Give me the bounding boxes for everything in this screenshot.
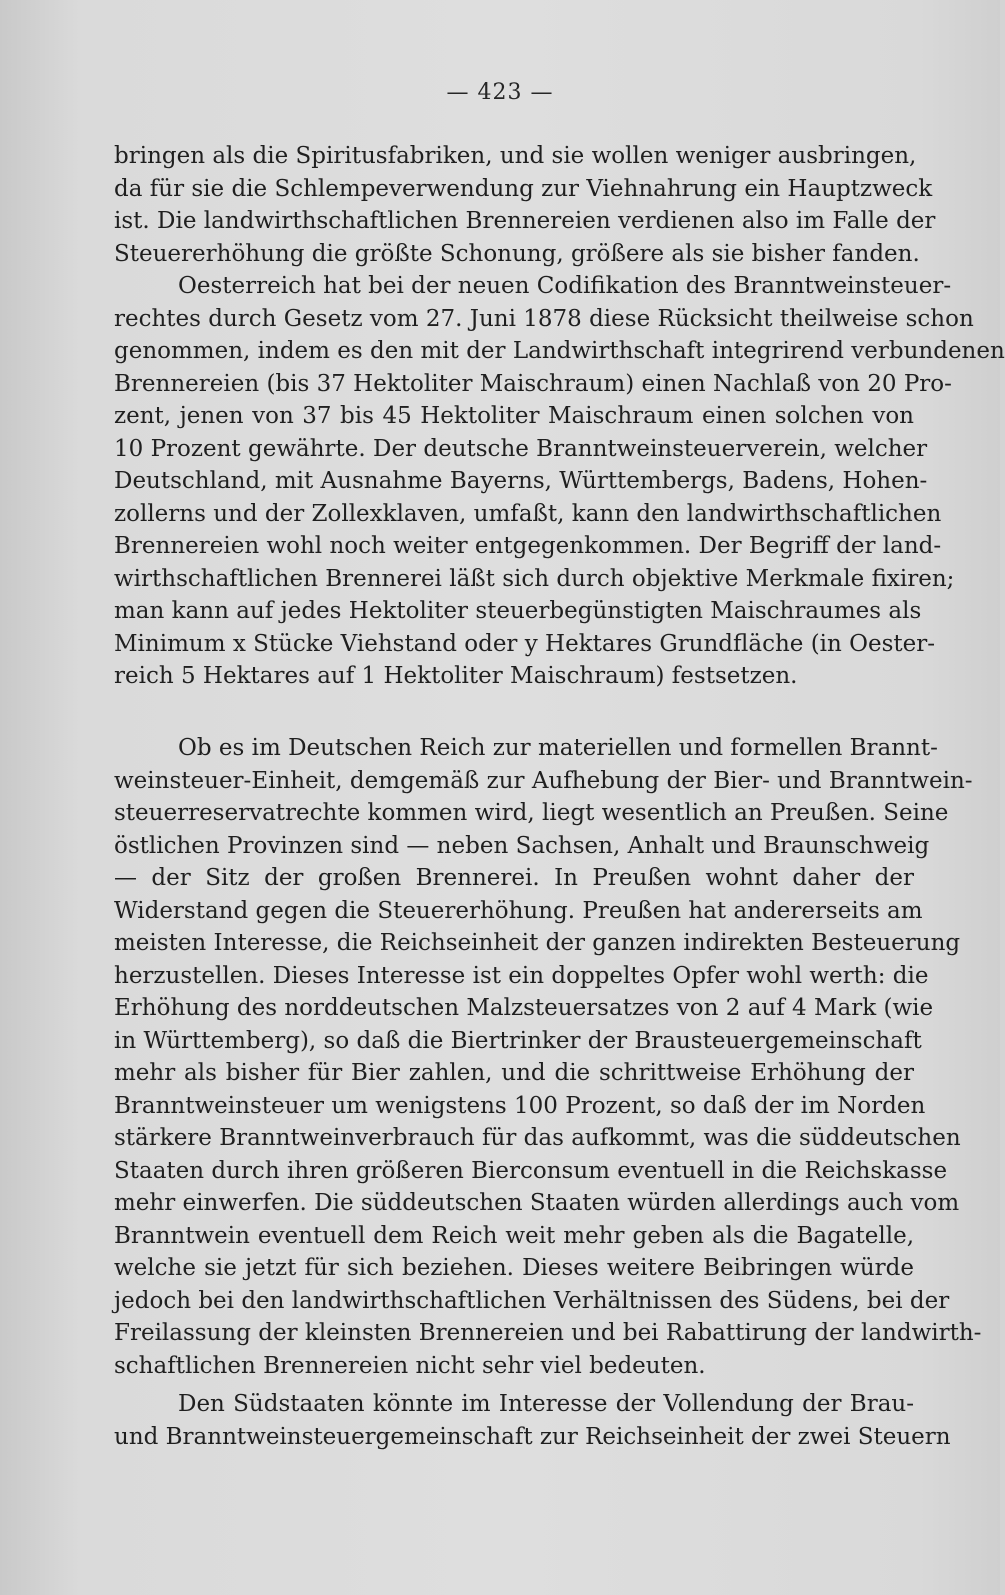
text-line: östlichen Provinzen sind — neben Sachsen, Anhalt und Braunschweig bbox=[114, 832, 930, 859]
text-line: Staaten durch ihren größeren Bierconsum eventuell in die Reichskasse bbox=[114, 1157, 948, 1184]
text-line: mehr als bisher für Bier zahlen, und die schrittweise Erhöhung der bbox=[114, 1060, 914, 1086]
text-line: welche sie jetzt für sich beziehen. Dieses weitere Beibringen würde bbox=[114, 1255, 914, 1281]
text-line: man kann auf jedes Hektoliter steuerbegünstigten Maischraumes als bbox=[114, 598, 922, 624]
text-line: Steuererhöhung die größte Schonung, größere als sie bisher fanden. bbox=[114, 240, 920, 267]
text-line: 10 Prozent gewährte. Der deutsche Branntweinsteuerverein, welcher bbox=[114, 435, 928, 462]
text-line: in Württemberg), so daß die Biertrinker der Brausteuergemeinschaft bbox=[114, 1027, 922, 1054]
text-line: bringen als die Spiritusfabriken, und sie wollen weniger ausbringen, bbox=[114, 143, 917, 169]
text-block-lower bbox=[114, 1388, 951, 1453]
text-line: wirthschaftlichen Brennerei läßt sich durch objektive Merkmale fixiren; bbox=[114, 565, 955, 592]
text-line: steuerreservatrechte kommen wird, liegt wesentlich an Preußen. Seine bbox=[114, 800, 949, 826]
text-line: Freilassung der kleinsten Brennereien und bei Rabattirung der landwirth- bbox=[114, 1320, 982, 1346]
text-line: da für sie die Schlempeverwendung zur Viehnahrung ein Hauptzweck bbox=[114, 175, 933, 202]
text-line: mehr einwerfen. Die süddeutschen Staaten würden allerdings auch vom bbox=[114, 1190, 960, 1216]
text-line: — der Sitz der großen Brennerei. In Preußen wohnt daher der bbox=[114, 865, 914, 891]
text-block-middle bbox=[114, 732, 982, 1382]
text-line: Branntwein eventuell dem Reich weit mehr geben als die Bagatelle, bbox=[114, 1222, 914, 1249]
text-line: Den Südstaaten könnte im Interesse der Vollendung der Brau- bbox=[178, 1391, 914, 1417]
text-line: Erhöhung des norddeutschen Malzsteuersatzes von 2 auf 4 Mark (wie bbox=[114, 995, 934, 1021]
text-line: Deutschland, mit Ausnahme Bayerns, Württembergs, Badens, Hohen- bbox=[114, 468, 928, 494]
text-line: Oesterreich hat bei der neuen Codifikation des Branntweinsteuer- bbox=[178, 273, 952, 299]
text-line: Branntweinsteuer um wenigstens 100 Prozent, so daß der im Norden bbox=[114, 1092, 926, 1119]
text-line: Widerstand gegen die Steuererhöhung. Preußen hat andererseits am bbox=[114, 897, 923, 924]
text-line: weinsteuer-Einheit, demgemäß zur Aufhebung der Bier- und Branntwein- bbox=[114, 767, 973, 794]
text-line: herzustellen. Dieses Interesse ist ein doppeltes Opfer wohl werth: die bbox=[114, 962, 929, 989]
text-line: und Branntweinsteuergemeinschaft zur Reichseinheit der zwei Steuern bbox=[114, 1423, 951, 1450]
text-line: Minimum x Stücke Viehstand oder y Hektares Grundfläche (in Oester- bbox=[114, 630, 936, 657]
text-line: rechtes durch Gesetz vom 27. Juni 1878 diese Rücksicht theilweise schon bbox=[114, 305, 974, 332]
text-line: genommen, indem es den mit der Landwirthschaft integrirend verbundenen bbox=[114, 338, 1005, 364]
text-line: Brennereien (bis 37 Hektoliter Maischraum) einen Nachlaß von 20 Pro- bbox=[114, 370, 952, 397]
text-line: meisten Interesse, die Reichseinheit der ganzen indirekten Besteuerung bbox=[114, 930, 961, 956]
text-line: Ob es im Deutschen Reich zur materiellen und formellen Brannt- bbox=[178, 735, 938, 761]
text-line: zent, jenen von 37 bis 45 Hektoliter Maischraum einen solchen von bbox=[114, 403, 914, 429]
text-line: reich 5 Hektares auf 1 Hektoliter Maischraum) festsetzen. bbox=[114, 663, 798, 689]
text-line: jedoch bei den landwirthschaftlichen Verhältnissen des Südens, bei der bbox=[114, 1287, 950, 1314]
text-line: stärkere Branntweinverbrauch für das aufkommt, was die süddeutschen bbox=[114, 1125, 961, 1151]
page-number: — 423 — bbox=[446, 80, 554, 105]
text-line: zollerns und der Zollexklaven, umfaßt, kann den landwirthschaftlichen bbox=[114, 500, 942, 527]
text-line: schaftlichen Brennereien nicht sehr viel bedeuten. bbox=[114, 1352, 706, 1379]
text-line: Brennereien wohl noch weiter entgegenkommen. Der Begriff der land- bbox=[114, 533, 942, 559]
text-line: ist. Die landwirthschaftlichen Brennereien verdienen also im Falle der bbox=[114, 208, 936, 234]
text-block-upper bbox=[114, 140, 1005, 693]
